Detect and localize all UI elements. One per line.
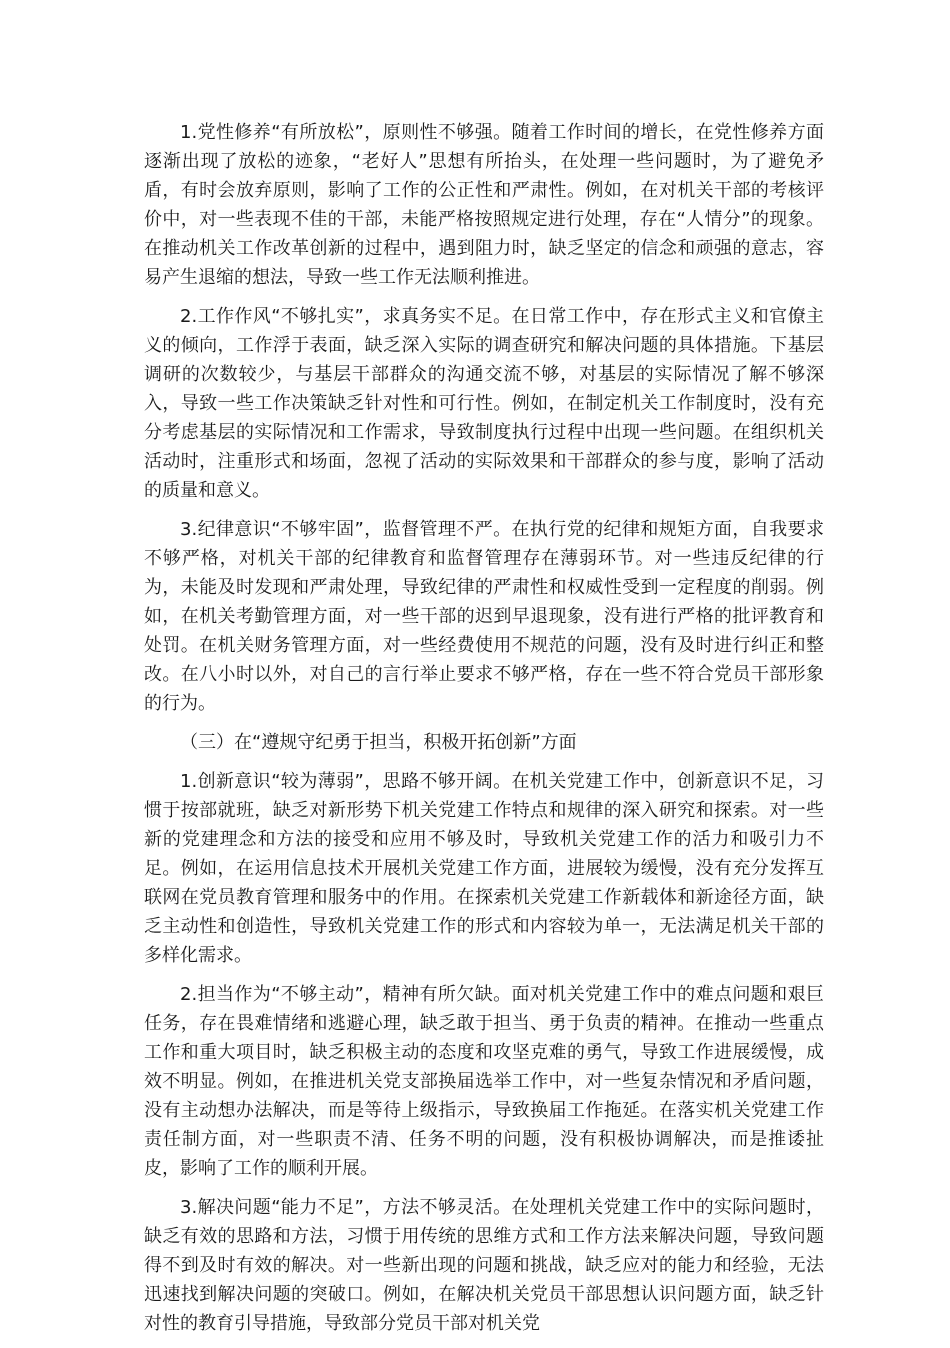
document-body bbox=[144, 118, 824, 1348]
paragraph-responsibility: 2.担当作为“不够主动”，精神有所欠缺。面对机关党建工作中的难点问题和艰巨任务，存在畏难情绪和逃避心理，缺乏敢于担当、勇于负责的精神。在推动一些重点工作和重大项目时，缺乏积极主动的态度和攻坚克难的勇气，导致工作进展缓慢，成效不明显。例如，在推进机关党支部换届选举工作中，对一些复杂情况和矛盾问题，没有主动想办法解决，而是等待上级指示，导致换届工作拖延。在落实机关党建工作责任制方面，对一些职责不清、任务不明的问题，没有积极协调解决，而是推诿扯皮，影响了工作的顺利开展。 bbox=[144, 984, 824, 1179]
paragraph-discipline: 3.纪律意识“不够牢固”，监督管理不严。在执行党的纪律和规矩方面，自我要求不够严格，对机关干部的纪律教育和监督管理存在薄弱环节。对一些违反纪律的行为，未能及时发现和严肃处理，导致纪律的严肃性和权威性受到一定程度的削弱。例如，在机关考勤管理方面，对一些干部的迟到早退现象，没有进行严格的批评教育和处罚。在机关财务管理方面，对一些经费使用不规范的问题，没有及时进行纠正和整改。在八小时以外，对自己的言行举止要求不够严格，存在一些不符合党员干部形象的行为。 bbox=[144, 519, 824, 714]
paragraph-party-spirit: 1.党性修养“有所放松”，原则性不够强。随着工作时间的增长，在党性修养方面逐渐出现了放松的迹象，“老好人”思想有所抬头，在处理一些问题时，为了避免矛盾，有时会放弃原则，影响了工作的公正性和严肃性。例如，在对机关干部的考核评价中，对一些表现不佳的干部，未能严格按照规定进行处理，存在“人情分”的现象。在推动机关工作改革创新的过程中，遇到阻力时，缺乏坚定的信念和顽强的意志，容易产生退缩的想法，导致一些工作无法顺利推进。 bbox=[144, 122, 824, 288]
paragraph-problem-solving: 3.解决问题“能力不足”，方法不够灵活。在处理机关党建工作中的实际问题时，缺乏有效的思路和方法，习惯于用传统的思维方式和工作方法来解决问题，导致问题得不到及时有效的解决。对一些新出现的问题和挑战，缺乏应对的能力和经验，无法迅速找到解决问题的突破口。例如，在解决机关党员干部思想认识问题方面，缺乏针对性的教育引导措施，导致部分党员干部对机关党 bbox=[144, 1197, 824, 1334]
section-heading: （三）在“遵规守纪勇于担当，积极开拓创新”方面 bbox=[180, 732, 577, 753]
paragraph-work-style: 2.工作作风“不够扎实”，求真务实不足。在日常工作中，存在形式主义和官僚主义的倾向，工作浮于表面，缺乏深入实际的调查研究和解决问题的具体措施。下基层调研的次数较少，与基层干部群众的沟通交流不够，对基层的实际情况了解不够深入，导致一些工作决策缺乏针对性和可行性。例如，在制定机关工作制度时，没有充分考虑基层的实际情况和工作需求，导致制度执行过程中出现一些问题。在组织机关活动时，注重形式和场面，忽视了活动的实际效果和干部群众的参与度，影响了活动的质量和意义。 bbox=[144, 306, 824, 501]
paragraph-innovation: 1.创新意识“较为薄弱”，思路不够开阔。在机关党建工作中，创新意识不足，习惯于按部就班，缺乏对新形势下机关党建工作特点和规律的深入研究和探索。对一些新的党建理念和方法的接受和应用不够及时，导致机关党建工作的活力和吸引力不足。例如，在运用信息技术开展机关党建工作方面，进展较为缓慢，没有充分发挥互联网在党员教育管理和服务中的作用。在探索机关党建工作新载体和新途径方面，缺乏主动性和创造性，导致机关党建工作的形式和内容较为单一，无法满足机关干部的多样化需求。 bbox=[144, 771, 824, 966]
